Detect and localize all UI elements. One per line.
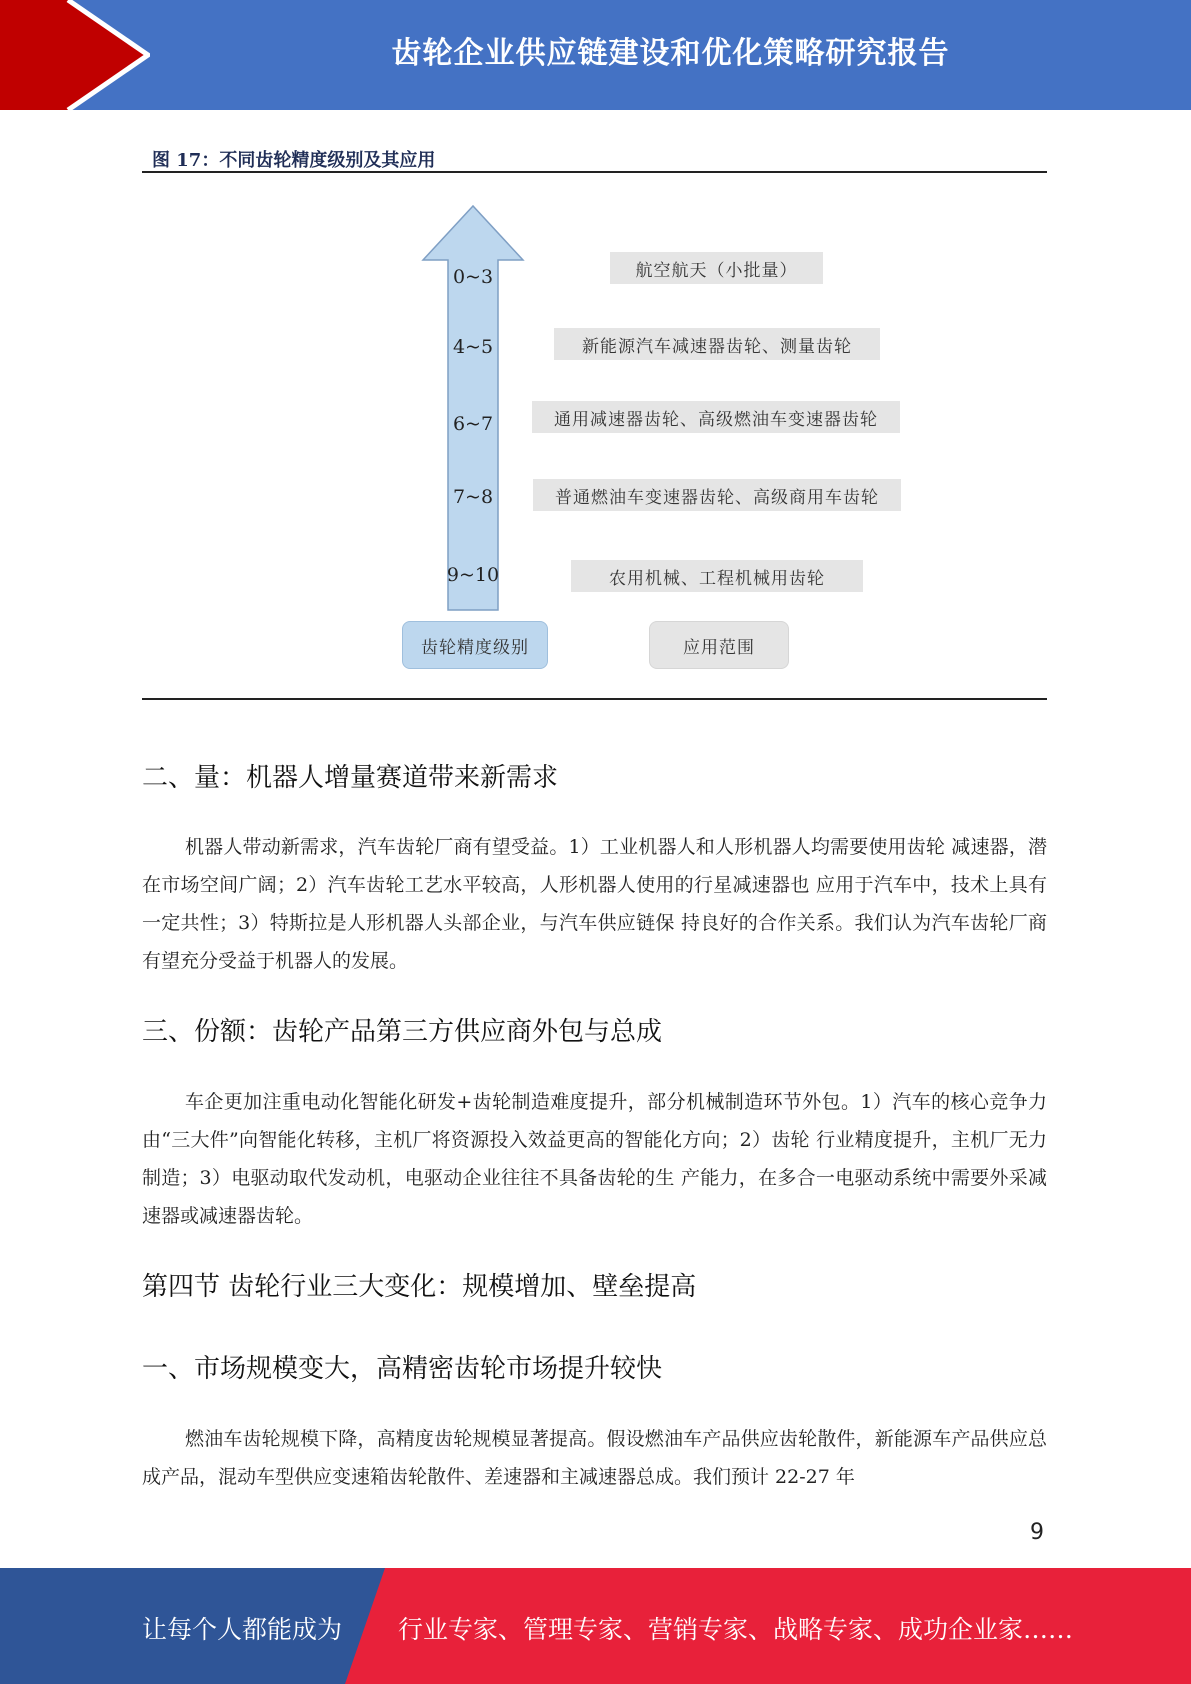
application-general-reducer: 通用减速器齿轮、高级燃油车变速器齿轮 [532, 401, 900, 433]
section-heading-volume: 二、量：机器人增量赛道带来新需求 [142, 763, 559, 793]
page-header [0, 0, 1191, 110]
figure-caption: 图 17：不同齿轮精度级别及其应用 [152, 150, 436, 171]
legend-gear-precision-level: 齿轮精度级别 [402, 621, 548, 669]
paragraph-outsourcing: 车企更加注重电动化智能化研发+齿轮制造难度提升，部分机械制造环节外包。1）汽车的核心竞争力由“三大件”向智能化转移，主机厂将资源投入效益更高的智能化方向；2）齿轮 行业精度提升，主机厂无力制造；3）电驱动取代发动机，电驱动企业往往不具备齿轮的生 产能力，在多合一电驱动系统中需要外采减速器或减速器齿轮。 [142, 1091, 1047, 1227]
application-agricultural: 农用机械、工程机械用齿轮 [571, 560, 863, 592]
figure-top-rule [142, 171, 1047, 173]
section-heading-market-scale: 一、市场规模变大，高精密齿轮市场提升较快 [142, 1354, 663, 1384]
level-label-9-10: 9~10 [446, 564, 500, 586]
report-title: 齿轮企业供应链建设和优化策略研究报告 [391, 36, 950, 71]
figure-gear-precision [142, 176, 1047, 696]
section-heading-chapter-four: 第四节 齿轮行业三大变化：规模增加、壁垒提高 [142, 1272, 697, 1302]
page-number: 9 [1030, 1520, 1044, 1545]
section-heading-share: 三、份额：齿轮产品第三方供应商外包与总成 [142, 1017, 663, 1047]
application-nev-reducer: 新能源汽车减速器齿轮、测量齿轮 [554, 328, 880, 360]
footer-slogan-right: 行业专家、管理专家、营销专家、战略专家、成功企业家…… [398, 1615, 1074, 1644]
paragraph-robot-demand: 机器人带动新需求，汽车齿轮厂商有望受益。1）工业机器人和人形机器人均需要使用齿轮 减速器，潜在市场空间广阔；2）汽车齿轮工艺水平较高，人形机器人使用的行星减速器也 应用于汽车中，技术上具有一定共性；3）特斯拉是人形机器人头部企业，与汽车供应链保 持良好的合作关系。我们认为汽车齿轮厂商有望充分受益于机器人的发展。 [142, 836, 1047, 972]
footer-slogan-left: 让每个人都能成为 [142, 1615, 343, 1644]
level-label-4-5: 4~5 [452, 336, 494, 358]
legend-application-scope: 应用范围 [649, 621, 789, 669]
level-label-0-3: 0~3 [452, 266, 494, 288]
level-label-7-8: 7~8 [452, 486, 494, 508]
paragraph-market-scale: 燃油车齿轮规模下降，高精度齿轮规模显著提高。假设燃油车产品供应齿轮散件，新能源车产品供应总成产品，混动车型供应变速箱齿轮散件、差速器和主减速器总成。我们预计 22-27 年 [142, 1428, 1047, 1488]
level-label-6-7: 6~7 [452, 413, 494, 435]
figure-bottom-rule [142, 698, 1047, 700]
header-red-chevron [0, 0, 150, 110]
application-fuel-vehicle: 普通燃油车变速器齿轮、高级商用车齿轮 [533, 479, 901, 511]
precision-arrow [142, 176, 1047, 616]
application-aerospace: 航空航天（小批量） [610, 252, 823, 284]
